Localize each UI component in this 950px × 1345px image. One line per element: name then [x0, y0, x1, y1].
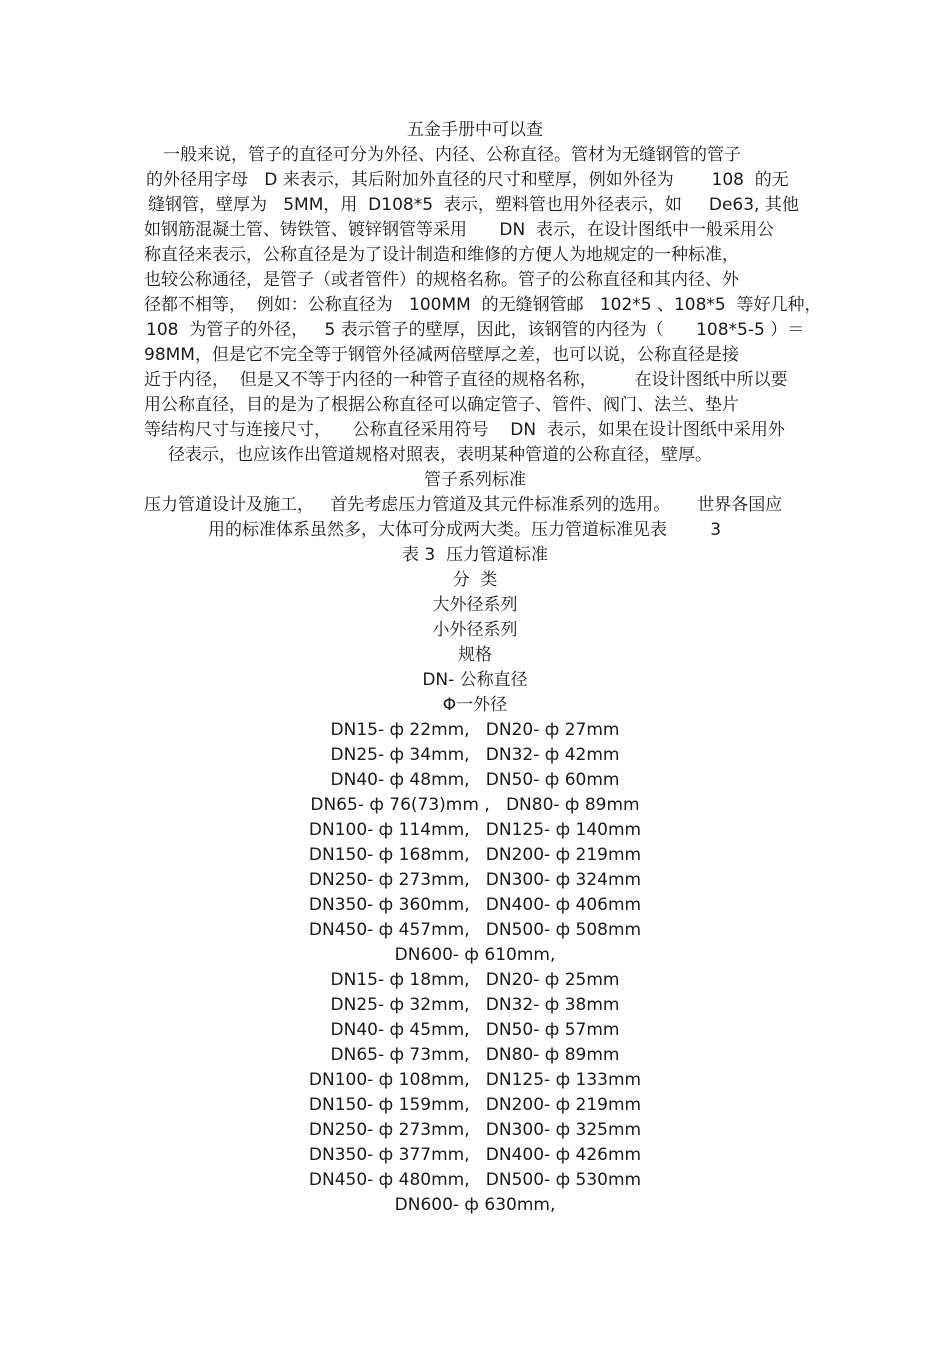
- list-item: DN65- ф 76(73)mm , DN80- ф 89mm: [310, 795, 640, 815]
- paragraph-line: 等结构尺寸与连接尺寸， 公称直径采用符号 DN 表示，如果在设计图纸中采用外: [144, 420, 785, 440]
- list-item: DN350- ф 377mm, DN400- ф 426mm: [308, 1145, 642, 1165]
- list-item: DN150- ф 159mm, DN200- ф 219mm: [308, 1095, 642, 1115]
- paragraph-line: 用公称直径，目的是为了根据公称直径可以确定管子、管件、阀门、法兰、垫片: [144, 395, 739, 415]
- list-item: DN40- ф 45mm, DN50- ф 57mm: [330, 1020, 620, 1040]
- paragraph-line: 98MM，但是它不完全等于钢管外径减两倍壁厚之差，也可以说，公称直径是接: [144, 345, 739, 365]
- list-item: DN100- ф 108mm, DN125- ф 133mm: [308, 1070, 642, 1090]
- doc-title: 五金手册中可以查: [407, 120, 543, 140]
- list-item: DN15- ф 22mm, DN20- ф 27mm: [330, 720, 620, 740]
- list-item: DN25- ф 34mm, DN32- ф 42mm: [330, 745, 620, 765]
- paragraph-line: 缝钢管，壁厚为 5MM，用 D108*5 表示，塑料管也用外径表示，如 De63, 其他: [148, 195, 799, 215]
- list-item: DN450- ф 480mm, DN500- ф 530mm: [308, 1170, 642, 1190]
- table-header-spec: 规格: [458, 645, 492, 665]
- paragraph-line: 108 为管子的外径， 5 表示管子的壁厚，因此，该钢管的内径为（ 108*5-5 ）＝: [146, 320, 805, 340]
- list-item: DN600- ф 610mm,: [394, 945, 556, 965]
- paragraph-line: 径都不相等， 例如：公称直径为 100MM 的无缝钢管邮 102*5 、108*5 等好几种，: [144, 295, 822, 315]
- paragraph-line: 的外径用字母 D 来表示，其后附加外直径的尺寸和壁厚，例如外径为 108 的无: [146, 170, 789, 190]
- table-cell-dn-legend: DN- 公称直径: [422, 670, 528, 690]
- list-item: DN250- ф 273mm, DN300- ф 324mm: [308, 870, 642, 890]
- list-item: DN25- ф 32mm, DN32- ф 38mm: [330, 995, 620, 1015]
- table-cell-od-legend: Φ一外径: [442, 695, 508, 715]
- list-item: DN65- ф 73mm, DN80- ф 89mm: [330, 1045, 620, 1065]
- table-cell-small-od: 小外径系列: [432, 620, 518, 640]
- table-cell-large-od: 大外径系列: [432, 595, 518, 615]
- list-item: DN150- ф 168mm, DN200- ф 219mm: [308, 845, 642, 865]
- list-item: DN40- ф 48mm, DN50- ф 60mm: [330, 770, 620, 790]
- paragraph-line: 径表示，也应该作出管道规格对照表，表明某种管道的公称直径，壁厚。: [168, 445, 712, 465]
- paragraph-line: 称直径来表示，公称直径是为了设计制造和维修的方便人为地规定的一种标准，: [144, 245, 739, 265]
- paragraph-line: 也较公称通径，是管子（或者管件）的规格名称。管子的公称直径和其内径、外: [144, 270, 739, 290]
- paragraph-line: 用的标准体系虽然多，大体可分成两大类。压力管道标准见表 3: [208, 520, 722, 540]
- paragraph-line: 如钢筋混凝土管、铸铁管、镀锌钢管等采用 DN 表示，在设计图纸中一般采用公: [144, 220, 775, 240]
- table-header-category: 分 类: [452, 570, 498, 590]
- table-title: 表 3 压力管道标准: [401, 545, 549, 565]
- list-item: DN450- ф 457mm, DN500- ф 508mm: [308, 920, 642, 940]
- section-heading: 管子系列标准: [424, 470, 526, 490]
- list-item: DN600- ф 630mm,: [394, 1195, 556, 1215]
- list-item: DN100- ф 114mm, DN125- ф 140mm: [308, 820, 642, 840]
- paragraph-line: 一般来说，管子的直径可分为外径、内径、公称直径。管材为无缝钢管的管子: [163, 145, 741, 165]
- list-item: DN250- ф 273mm, DN300- ф 325mm: [308, 1120, 642, 1140]
- paragraph-line: 压力管道设计及施工， 首先考虑压力管道及其元件标准系列的选用。 世界各国应: [144, 495, 783, 515]
- paragraph-line: 近于内径， 但是又不等于内径的一种管子直径的规格名称， 在设计图纸中所以要: [144, 370, 788, 390]
- list-item: DN350- ф 360mm, DN400- ф 406mm: [308, 895, 642, 915]
- list-item: DN15- ф 18mm, DN20- ф 25mm: [330, 970, 620, 990]
